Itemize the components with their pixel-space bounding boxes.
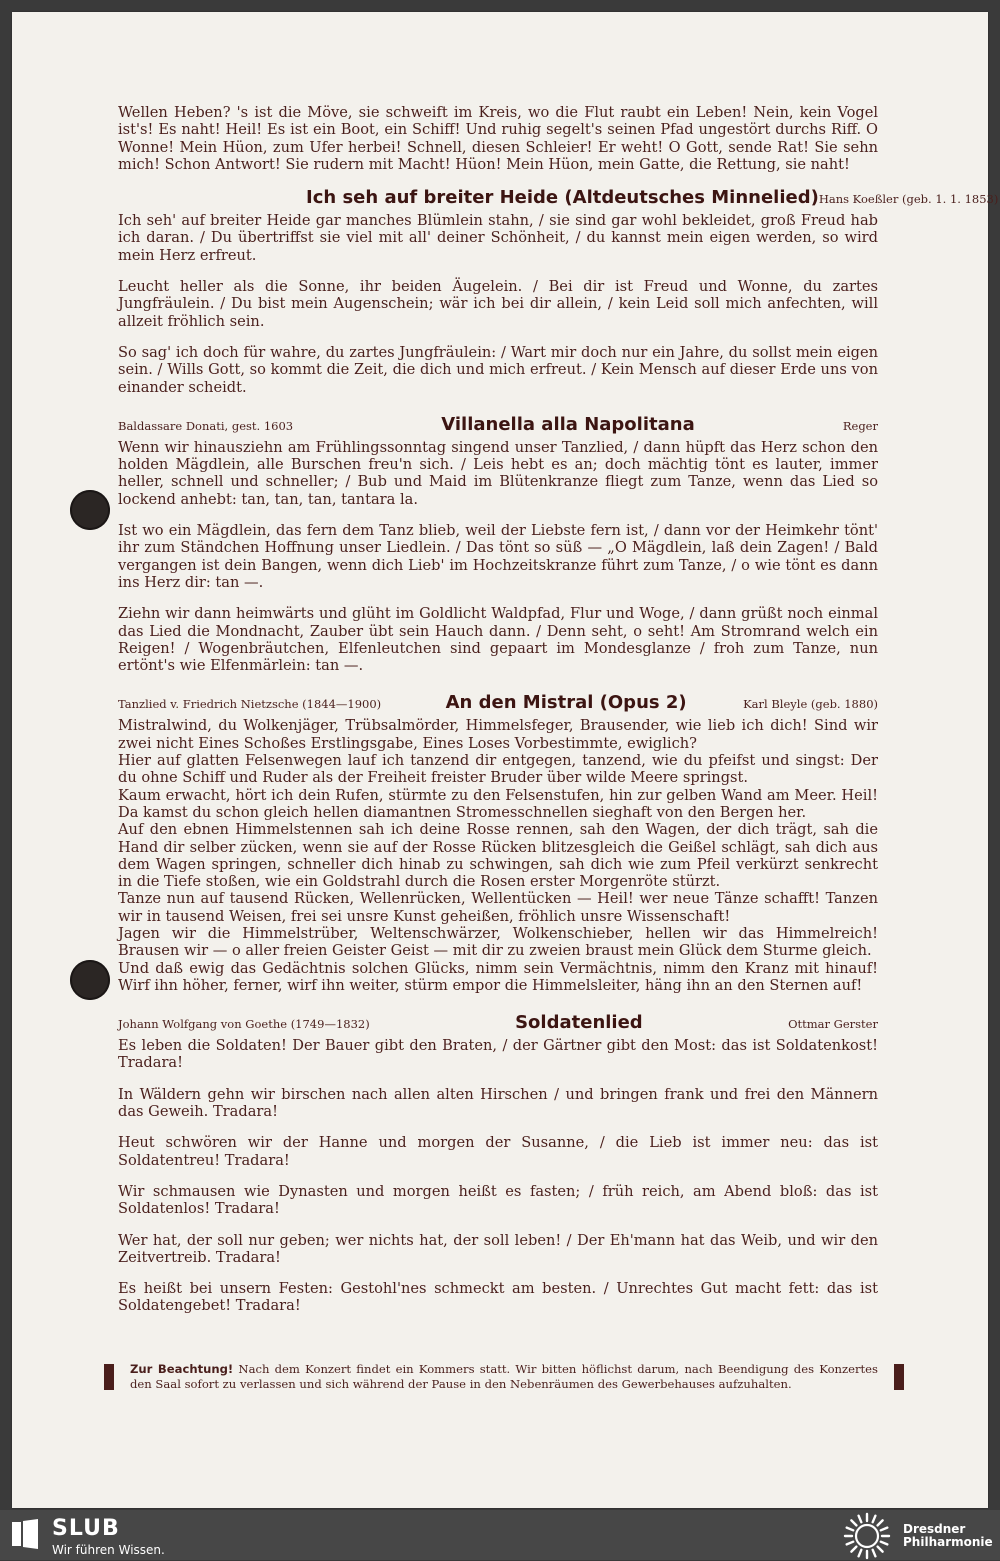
song-heading	[118, 187, 999, 209]
stanza: In Wäldern gehn wir birschen nach allen alten Hirschen / und bringen frank und frei den Männern das Geweih. Tradara!	[118, 1085, 878, 1121]
punch-hole	[70, 960, 110, 1000]
partner-name	[903, 1523, 993, 1549]
stanza: Ich seh' auf breiter Heide gar manches Blümlein stahn, / sie sind gar wohl bekleidet, groß Freud hab ich daran. / Du übertriffst sie viel mit all' deiner Schönheit, / du kannst mein eigen werden, so wird mein Herz erfreut.	[118, 212, 878, 264]
stanza: Hier auf glatten Felsenwegen lauf ich tanzend dir entgegen, tanzend, wie du pfeifst und singst: Der du ohne Schiff und Ruder als der Freiheit freister Bruder über wilde Meere springst.	[118, 752, 878, 787]
poet: Baldassare Donati, gest. 1603	[118, 418, 294, 433]
composer: Reger	[842, 418, 878, 433]
footer-bar	[0, 1510, 1000, 1560]
stanza: Leucht heller als die Sonne, ihr beiden Äugelein. / Bei dir ist Freud und Wonne, du zartes Jungfräulein. / Du bist mein Augenschein; wär ich bei dir allein, / kein Leid soll mich anfechten, will allzeit fröhlich sein.	[118, 278, 878, 330]
intro-paragraph: Wellen Heben? 's ist die Möve, sie schweift im Kreis, wo die Flut raubt ein Leben! Nein, kein Vogel ist's! Es naht! Heil! Es ist ein Boot, ein Schiff! Und ruhig segelt's seinen Pfad ungestört durchs Riff. O Wonne! Mein Hüon, zum Ufer herbei! Schnell, diesen Schleier! Er weht! O Gott, sende Rat! Sie sehn mich! Schon Antwort! Sie rudern mit Macht! Hüon! Mein Hüon, mein Gatte, die Rettung, sie naht!	[118, 104, 878, 173]
stanza: Ist wo ein Mägdlein, das fern dem Tanz blieb, weil der Liebste fern ist, / dann vor der Heimkehr tönt' ihr zum Ständchen Hoffnung unser Liedlein. / Das tönt so süß — „O Mägdlein, laß dein Zagen! / Bald vergangen ist dein Bangen, wenn dich Lieb' im Hochzeitskranze führt zum Tanze, / o wie tönt es dann ins Herz dir: tan —.	[118, 522, 878, 591]
poet: Johann Wolfgang von Goethe (1749—1832)	[118, 1017, 370, 1032]
song-title: Villanella alla Napolitana	[441, 413, 695, 435]
notice-text	[130, 1362, 878, 1392]
song-heading	[118, 414, 878, 435]
poet: Tanzlied v. Friedrich Nietzsche (1844—1900)	[118, 697, 382, 712]
partner-line-1: Dresdner	[903, 1522, 966, 1536]
song-heading	[118, 692, 878, 713]
stanza: Wir schmausen wie Dynasten und morgen heißt es fasten; / früh reich, am Abend bloß: das ist Soldatenlos! Tradara!	[118, 1182, 878, 1218]
stanza: Auf den ebnen Himmelstennen sah ich deine Rosse rennen, sah den Wagen, der dich trägt, sah die Hand dir selber zücken, wenn sie auf der Rosse Rücken blitzesgleich die Geißel schlägt, sah dich aus dem Wagen springen, schneller dich hinab zu schwingen, sah dich wie zum Pfeil verkürzt senkrecht in die Tiefe stoßen, wie ein Goldstrahl durch die Rosen erster Morgenröte stürzt.	[118, 821, 878, 891]
song-title: Soldatenlied	[515, 1012, 643, 1034]
stanza: Wer hat, der soll nur geben; wer nichts hat, der soll leben! / Der Eh'mann hat das Weib, und wir den Zeitvertreib. Tradara!	[118, 1231, 878, 1266]
stanza: So sag' ich doch für wahre, du zartes Jungfräulein: / Wart mir doch nur ein Jahre, du sollst mein eigen sein. / Wills Gott, so kommt die Zeit, die dich und mich erfreut. / Kein Mensch auf dieser Erde uns von einander scheidt.	[118, 343, 878, 396]
composer: Karl Bleyle (geb. 1880)	[743, 697, 878, 712]
composer: Hans Koeßler (geb. 1. 1. 1853)	[818, 192, 999, 207]
notice-body: Nach dem Konzert findet ein Kommers statt. Wir bitten höflichst darum, nach Beendigung des Konzertes den Saal sofort zu verlassen und sich während der Pause in den Nebenräumen des Gewerbehauses aufzuhalten.	[130, 1362, 878, 1391]
philharmonie-logo-icon	[842, 1511, 892, 1561]
stanza: Und daß ewig das Gedächtnis solchen Glücks, nimm sein Vermächtnis, nimm den Kranz mit hinauf! Wirf ihn höher, ferner, wirf ihn weiter, stürm empor die Himmelsleiter, häng ihn an den Sternen auf!	[118, 959, 878, 994]
notice-box	[104, 1360, 904, 1394]
stanza: Tanze nun auf tausend Rücken, Wellenrücken, Wellentücken — Heil! wer neue Tänze schafft! Tanzen wir in tausend Weisen, frei sei unsre Kunst geheißen, fröhlich unsre Wissenschaft!	[118, 890, 878, 925]
punch-hole	[70, 490, 110, 530]
slub-logo-icon	[12, 1519, 38, 1549]
stanza: Jagen wir die Himmelstrüber, Weltenschwärzer, Wolkenschieber, hellen wir das Himmelreich! Brausen wir — o aller freien Geister Geist — mit dir zu zweien braust mein Glück dem Sturme gleich.	[118, 924, 878, 960]
stanza: Es leben die Soldaten! Der Bauer gibt den Braten, / der Gärtner gibt den Most: das ist Soldatenkost! Tradara!	[118, 1037, 878, 1072]
stanza: Kaum erwacht, hört ich dein Rufen, stürmte zu den Felsenstufen, hin zur gelben Wand am Meer. Heil! Da kamst du schon gleich hellen diamantnen Stromesschnellen sieghaft von den Bergen her.	[118, 786, 878, 821]
stanza: Heut schwören wir der Hanne und morgen der Susanne, / die Lieb ist immer neu: das ist Soldatentreu! Tradara!	[118, 1134, 878, 1169]
song-heading	[118, 1012, 878, 1033]
stanza: Wenn wir hinausziehn am Frühlingssonntag singend unser Tanzlied, / dann hüpft das Herz schon den holden Mägdlein, alle Burschen freu'n sich. / Leis hebt es an; doch mächtig tönt es lauter, immer heller, schnell und schneller; / Bub und Maid im Blütenkranze fliegt zum Tanze, wenn das Lied so lockend anhebt: tan, tan, tan, tantara la.	[118, 438, 878, 508]
slub-tagline: Wir führen Wissen.	[52, 1543, 165, 1557]
stanza: Es heißt bei unsern Festen: Gestohl'nes schmeckt am besten. / Unrechtes Gut macht fett: das ist Soldatengebet! Tradara!	[118, 1280, 878, 1315]
song-title: Ich seh auf breiter Heide (Altdeutsches Minnelied)	[306, 187, 819, 209]
composer: Ottmar Gerster	[788, 1017, 878, 1032]
notice-bar-left	[104, 1364, 114, 1390]
mistral-verse	[118, 717, 878, 994]
notice-bar-right	[894, 1364, 904, 1390]
program-text	[118, 104, 999, 1329]
notice-label: Zur Beachtung!	[130, 1362, 234, 1376]
slub-name: SLUB	[52, 1516, 120, 1541]
stanza: Mistralwind, du Wolkenjäger, Trübsalmörder, Himmelsfeger, Brausender, wie lieb ich dich! Sind wir zwei nicht Eines Schoßes Erstlingsgabe, Eines Loses Vorbestimmte, ewiglich?	[118, 717, 878, 752]
song-title: An den Mistral (Opus 2)	[445, 692, 687, 714]
partner-line-2: Philharmonie	[903, 1535, 993, 1549]
stanza: Ziehn wir dann heimwärts und glüht im Goldlicht Waldpfad, Flur und Woge, / dann grüßt noch einmal das Lied die Mondnacht, Zauber übt sein Hauch dann. / Denn seht, o seht! Am Stromrand welch ein Reigen! / Wogenbräutchen, Elfenleutchen sind gepaart im Mondesglanze / froh zum Tanze, nun ertönt's wie Elfenmärlein: tan —.	[118, 605, 878, 675]
